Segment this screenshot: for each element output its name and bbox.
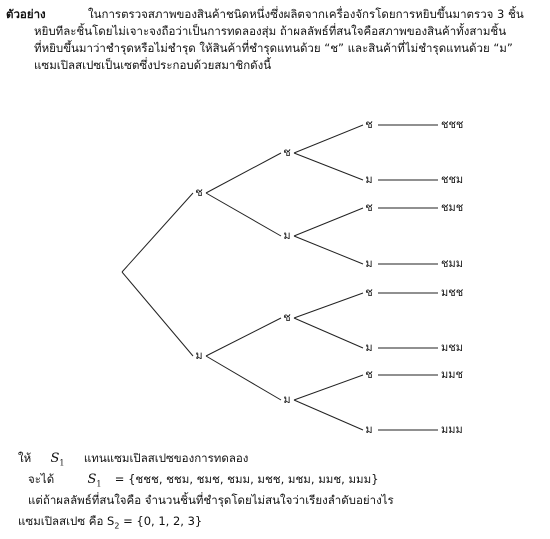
branch-level-3 bbox=[294, 375, 363, 400]
outcome-label: มชช bbox=[441, 286, 464, 299]
branch-level-3 bbox=[294, 153, 363, 180]
branch-level-3 bbox=[294, 293, 363, 318]
branch-level-3 bbox=[294, 400, 363, 430]
node-level-2: ม bbox=[283, 229, 291, 242]
branch-level-2 bbox=[206, 356, 281, 400]
outcome-label: ชมช bbox=[441, 201, 464, 214]
node-level-3: ช bbox=[365, 118, 373, 131]
thus-word: จะได้ bbox=[28, 472, 55, 486]
sample-space-symbol-2: $S_1$ bbox=[87, 472, 102, 489]
sample-space-set-1: = {ชชช, ชชม, ชมช, ชมม, มชช, มชม, มมช, มมม} bbox=[114, 472, 379, 486]
node-level-3: ช bbox=[365, 368, 373, 381]
let-word: ให้ bbox=[18, 451, 32, 465]
paragraph-line-2: หยิบทีละชิ้นโดยไม่เจาะจงถือว่าเป็นการทดลองสุ่ม ถ้าผลลัพธ์ที่สนใจคือสภาพของสินค้าทั้งสามชิ้น bbox=[34, 24, 507, 38]
node-level-2: ช bbox=[283, 146, 291, 159]
node-level-3: ม bbox=[365, 257, 373, 270]
branch-level-1 bbox=[122, 272, 193, 356]
outcome-label: มมม bbox=[441, 423, 463, 436]
example-label: ตัวอย่าง bbox=[6, 7, 46, 21]
node-level-3: ม bbox=[365, 341, 373, 354]
node-level-3: ช bbox=[365, 201, 373, 214]
sample-space-2-label: แซมเปิลสเปซ คือ S bbox=[18, 514, 115, 528]
outcome-label: ชชช bbox=[441, 118, 464, 131]
result-line-2 bbox=[28, 469, 538, 490]
let-description: แทนแซมเปิลสเปซของการทดลอง bbox=[83, 451, 249, 465]
branch-level-1 bbox=[122, 193, 193, 272]
outcome-label: ชมม bbox=[441, 257, 463, 270]
sample-space-symbol-1: $S_1$ bbox=[50, 451, 65, 468]
node-level-2: ช bbox=[283, 311, 291, 324]
tree-branches bbox=[122, 125, 438, 430]
node-level-3: ช bbox=[365, 286, 373, 299]
node-level-3: ม bbox=[365, 423, 373, 436]
branch-level-3 bbox=[294, 208, 363, 236]
branch-level-3 bbox=[294, 236, 363, 264]
paragraph-line-1: ในการตรวจสภาพของสินค้าชนิดหนึ่งซึ่งผลิตจากเครื่องจักรโดยการหยิบขึ้นมาตรวจ 3 ชิ้น bbox=[88, 7, 524, 21]
outcome-label: มมช bbox=[441, 368, 463, 381]
outcome-label: มชม bbox=[441, 341, 463, 354]
branch-level-2 bbox=[206, 193, 281, 236]
result-line-4: แซมเปิลสเปซ คือ $S_2 = \{0$, 1, 2, 3} bbox=[18, 514, 203, 531]
node-level-2: ม bbox=[283, 393, 291, 406]
paragraph-line-3: ที่หยิบขึ้นมาว่าชำรุดหรือไม่ชำรุด ให้สินค้าที่ชำรุดแทนด้วย “ช” และสินค้าที่ไม่ชำรุดแทนด้วย “ม” bbox=[34, 41, 513, 55]
tree-labels bbox=[195, 118, 463, 436]
outcome-label: ชชม bbox=[441, 173, 464, 186]
branch-level-2 bbox=[206, 318, 281, 356]
node-level-1: ม bbox=[195, 349, 203, 362]
however-text: แต่ถ้าผลลัพธ์ที่สนใจคือ จำนวนชิ้นที่ชำรุดโดยไม่สนใจว่าเรียงลำดับอย่างไร bbox=[28, 493, 394, 507]
branch-level-2 bbox=[206, 153, 281, 193]
sample-space-set-2: = {0, 1, 2, 3} bbox=[119, 514, 203, 528]
branch-level-3 bbox=[294, 318, 363, 348]
node-level-1: ช bbox=[195, 186, 203, 199]
result-text bbox=[18, 448, 538, 532]
result-line-3 bbox=[28, 490, 538, 511]
paragraph-line-4: แซมเปิลสเปซเป็นเซตซึ่งประกอบด้วยสมาชิกดังนี้ bbox=[34, 58, 272, 72]
result-line-1 bbox=[18, 448, 538, 469]
node-level-3: ม bbox=[365, 173, 373, 186]
branch-level-3 bbox=[294, 125, 363, 153]
